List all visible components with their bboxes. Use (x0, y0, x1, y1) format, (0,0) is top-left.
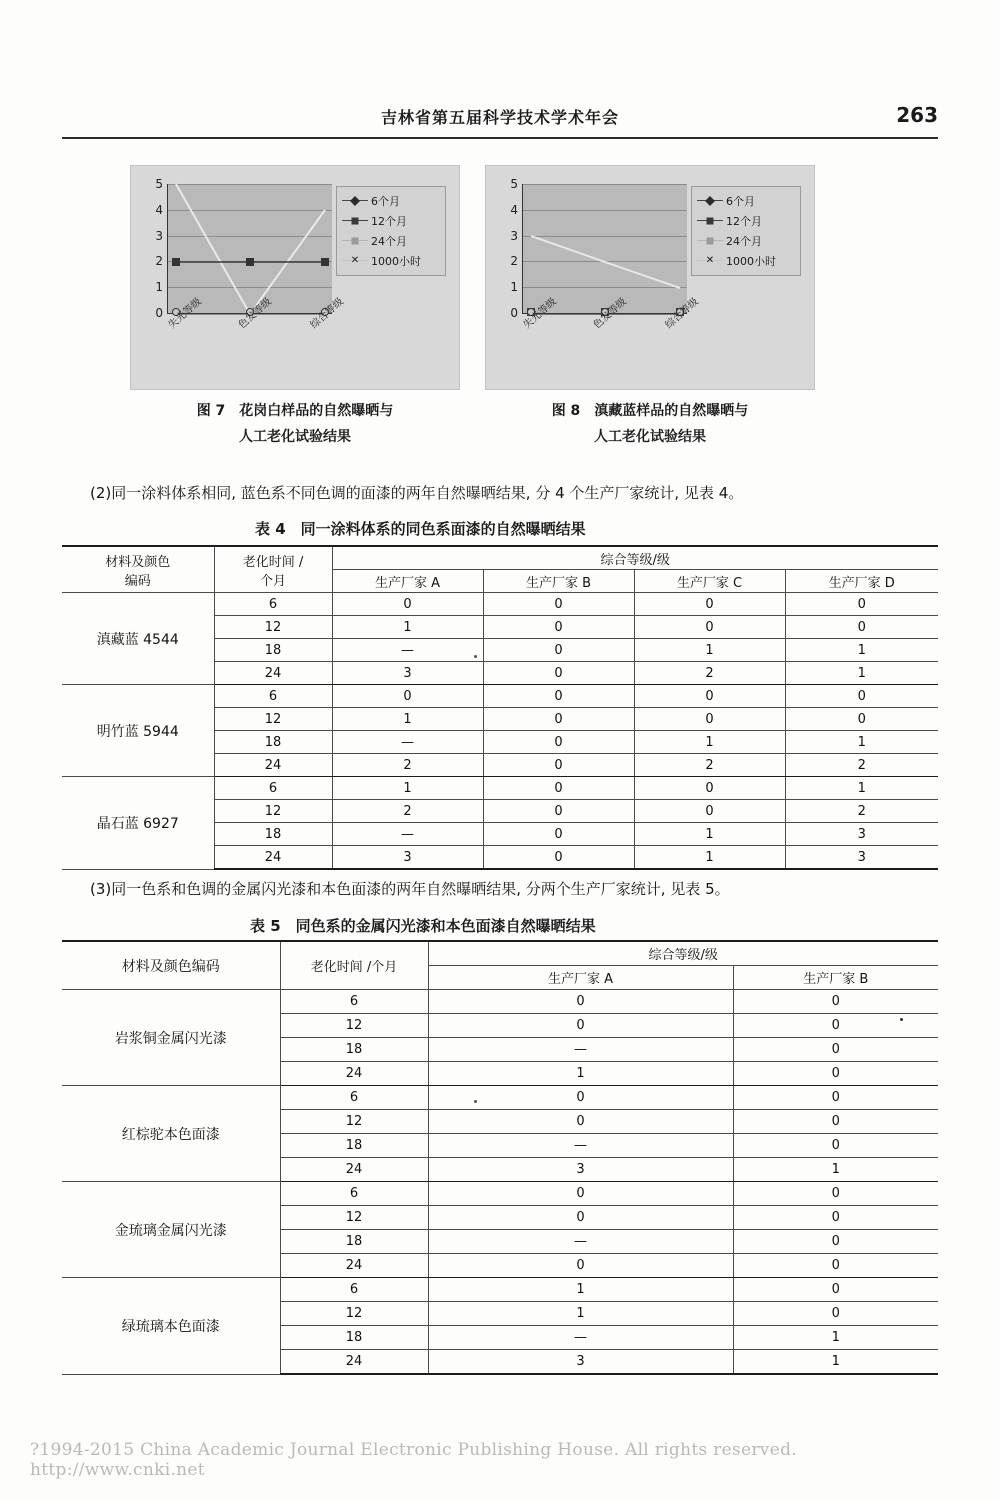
square-marker-icon (342, 215, 368, 227)
table-cell-value: 1 (332, 616, 483, 639)
table-cell-time: 24 (214, 662, 332, 685)
table-cell-time: 12 (214, 800, 332, 823)
table-cell-material: 红棕驼本色面漆 (62, 1086, 280, 1182)
table-cell-value: 1 (634, 846, 785, 870)
y-tick: 0 (155, 306, 163, 320)
table-cell-value: 3 (428, 1158, 733, 1182)
table-cell-value: — (332, 823, 483, 846)
table-cell-value: — (428, 1134, 733, 1158)
figure-8 (485, 165, 815, 450)
table-4-caption: 表 4 同一涂料体系的同色系面漆的自然曝晒结果 (255, 520, 586, 538)
table-header-cell: 生产厂家 B (483, 570, 634, 593)
legend-entry (342, 251, 440, 271)
legend-label: 1000小时 (371, 255, 421, 268)
figure-7-caption-line2: 人工老化试验结果 (239, 429, 351, 445)
table-cell-value: — (332, 639, 483, 662)
x-tick-label: 色发等级 (591, 296, 629, 332)
legend-label: 24个月 (726, 235, 762, 248)
paragraph-3: (3)同一色系和色调的金属闪光漆和本色面漆的两年自然曝晒结果, 分两个生产厂家统计, 见表 5。 (90, 880, 730, 898)
cross-marker-icon: ✕ (697, 255, 723, 267)
legend-entry (342, 211, 440, 231)
table-cell-value: 0 (733, 1302, 938, 1326)
table-cell-time: 6 (214, 777, 332, 800)
table-cell-value: 0 (483, 823, 634, 846)
figure-row (130, 165, 870, 455)
table-cell-value: 1 (332, 777, 483, 800)
table-cell-value: — (428, 1038, 733, 1062)
table-cell-value: 0 (483, 800, 634, 823)
table-cell-value: 1 (785, 639, 938, 662)
table-cell-value: 0 (428, 1206, 733, 1230)
table-cell-value: 0 (733, 990, 938, 1014)
table-row (62, 546, 938, 570)
table-cell-time: 12 (280, 1206, 428, 1230)
table-4-col1-line1: 材料及颜色 (105, 554, 171, 570)
table-row (62, 685, 938, 708)
page-header (62, 105, 938, 141)
table-header-cell: 生产厂家 B (733, 966, 938, 990)
table-row (62, 990, 938, 1014)
table-cell-material: 岩浆铜金属闪光漆 (62, 990, 280, 1086)
table-cell-value: 1 (733, 1350, 938, 1375)
table-row (62, 593, 938, 616)
y-tick: 5 (155, 177, 163, 191)
table-cell-time: 18 (214, 731, 332, 754)
table-cell-value: 0 (332, 685, 483, 708)
table-cell-value: 0 (483, 685, 634, 708)
table-cell-material: 滇藏蓝 4544 (62, 593, 214, 685)
table-cell-time: 24 (280, 1158, 428, 1182)
table-cell-value: 0 (733, 1134, 938, 1158)
table-cell-material: 明竹蓝 5944 (62, 685, 214, 777)
scan-speck (474, 1100, 477, 1103)
table-cell-value: 1 (785, 662, 938, 685)
table-cell-material: 晶石蓝 6927 (62, 777, 214, 870)
legend-label: 12个月 (726, 215, 762, 228)
table-cell-value: 0 (733, 1086, 938, 1110)
legend-label: 6个月 (371, 195, 400, 208)
x-tick-label: 综合等级 (308, 296, 346, 332)
x-tick-label: 综合等级 (663, 296, 701, 332)
table-cell-value: — (332, 731, 483, 754)
light-square-marker-icon (697, 235, 723, 247)
table-cell-value: 0 (733, 1254, 938, 1278)
figure-8-legend (691, 186, 801, 276)
table-cell-value: 0 (428, 1182, 733, 1206)
figure-8-chart (485, 165, 815, 390)
running-head-title: 吉林省第五届科学技术学术年会 (380, 108, 619, 127)
table-header-group: 综合等级/级 (332, 546, 938, 570)
table-cell-value: 1 (428, 1302, 733, 1326)
figure-7-caption-line1: 图 7 花岗白样品的自然曝晒与 (196, 403, 394, 419)
table-cell-value: 3 (332, 846, 483, 870)
table-cell-value: 1 (785, 731, 938, 754)
table-row (62, 941, 938, 966)
table-header-cell (214, 546, 332, 593)
figure-8-caption-line2: 人工老化试验结果 (594, 429, 706, 445)
table-cell-time: 12 (280, 1110, 428, 1134)
scan-speck (900, 1018, 903, 1021)
table-cell-value: 3 (785, 846, 938, 870)
figure-7-legend (336, 186, 446, 276)
table-cell-value: 0 (634, 708, 785, 731)
table-cell-value: 2 (785, 800, 938, 823)
table-cell-value: 0 (428, 1110, 733, 1134)
table-cell-value: 0 (733, 1062, 938, 1086)
cross-marker-icon: ✕ (342, 255, 368, 267)
table-cell-value: 1 (785, 777, 938, 800)
figure-7 (130, 165, 460, 450)
table-cell-value: 0 (483, 731, 634, 754)
y-tick: 4 (155, 202, 163, 217)
table-cell-time: 6 (280, 1086, 428, 1110)
legend-entry (342, 231, 440, 251)
figure-7-chart (130, 165, 460, 390)
y-tick: 3 (155, 228, 163, 243)
table-cell-time: 18 (280, 1134, 428, 1158)
legend-label: 1000小时 (726, 255, 776, 268)
table-cell-value: 0 (483, 754, 634, 777)
table-cell-value: 0 (733, 1110, 938, 1134)
table-4-col2-line2: 个月 (259, 573, 286, 589)
table-cell-time: 24 (214, 846, 332, 870)
table-cell-value: 0 (785, 685, 938, 708)
table-cell-time: 24 (280, 1254, 428, 1278)
x-tick-label: 失光等级 (521, 296, 559, 332)
x-tick-label: 失光等级 (166, 296, 204, 332)
table-row (62, 1278, 938, 1302)
table-cell-value: 3 (332, 662, 483, 685)
table-header-cell: 老化时间 /个月 (280, 941, 428, 990)
header-divider (62, 137, 938, 139)
table-cell-value: 0 (733, 1230, 938, 1254)
table-cell-value: 0 (428, 1086, 733, 1110)
diamond-marker-icon (342, 195, 368, 207)
table-cell-value: 0 (733, 1278, 938, 1302)
figure-7-caption (130, 398, 460, 450)
table-cell-value: 0 (733, 1038, 938, 1062)
table-cell-time: 6 (214, 593, 332, 616)
copyright-footer: ?1994-2015 China Academic Journal Electronic Publishing House. All rights reserved. http://www.cnki.net (30, 1440, 797, 1480)
table-row (62, 1182, 938, 1206)
table-cell-value: 0 (483, 846, 634, 870)
table-cell-value: 1 (634, 639, 785, 662)
y-tick: 0 (510, 306, 518, 320)
table-cell-time: 18 (214, 823, 332, 846)
table-cell-material: 绿琉璃本色面漆 (62, 1278, 280, 1375)
paragraph-2: (2)同一涂料体系相同, 蓝色系不同色调的面漆的两年自然曝晒结果, 分 4 个生产厂家统计, 见表 4。 (90, 484, 744, 502)
table-cell-value: — (428, 1326, 733, 1350)
table-cell-time: 18 (214, 639, 332, 662)
scan-speck (474, 655, 477, 658)
table-cell-time: 6 (280, 990, 428, 1014)
table-cell-value: — (428, 1230, 733, 1254)
table-cell-value: 0 (785, 616, 938, 639)
legend-label: 24个月 (371, 235, 407, 248)
y-tick: 1 (510, 280, 518, 295)
table-cell-value: 2 (332, 754, 483, 777)
table-header-cell: 生产厂家 A (332, 570, 483, 593)
table-cell-value: 1 (733, 1158, 938, 1182)
table-cell-value: 1 (428, 1062, 733, 1086)
table-cell-time: 12 (214, 616, 332, 639)
table-cell-time: 24 (214, 754, 332, 777)
page-number: 263 (896, 103, 938, 127)
table-cell-value: 0 (733, 1014, 938, 1038)
table-cell-time: 6 (280, 1182, 428, 1206)
table-cell-value: 0 (634, 685, 785, 708)
table-cell-time: 18 (280, 1038, 428, 1062)
legend-entry (697, 231, 795, 251)
x-tick-label: 色发等级 (236, 296, 274, 332)
diamond-marker-icon (697, 195, 723, 207)
figure-8-caption-line1: 图 8 滇藏蓝样品的自然曝晒与 (551, 403, 749, 419)
table-4-col1-line2: 编码 (124, 573, 151, 589)
figure-8-plot (510, 177, 701, 332)
table-cell-value: 0 (483, 777, 634, 800)
table-cell-time: 24 (280, 1062, 428, 1086)
legend-entry (342, 191, 440, 211)
table-cell-time: 6 (214, 685, 332, 708)
y-tick: 5 (510, 177, 518, 191)
table-cell-value: 2 (785, 754, 938, 777)
square-marker-icon (697, 215, 723, 227)
table-cell-time: 12 (280, 1014, 428, 1038)
table-cell-value: 1 (733, 1326, 938, 1350)
table-5 (62, 940, 938, 1375)
legend-entry (697, 211, 795, 231)
table-cell-value: 0 (785, 593, 938, 616)
table-cell-value: 0 (733, 1206, 938, 1230)
table-cell-value: 0 (785, 708, 938, 731)
table-cell-value: 0 (428, 1014, 733, 1038)
table-row (62, 1086, 938, 1110)
table-cell-value: 2 (634, 662, 785, 685)
table-header-cell: 生产厂家 C (634, 570, 785, 593)
y-tick: 2 (155, 254, 163, 269)
table-row (62, 777, 938, 800)
table-cell-value: 1 (332, 708, 483, 731)
table-cell-value: 0 (332, 593, 483, 616)
table-cell-value: 0 (634, 800, 785, 823)
table-5-caption: 表 5 同色系的金属闪光漆和本色面漆自然曝晒结果 (250, 917, 596, 935)
table-header-cell: 材料及颜色编码 (62, 941, 280, 990)
table-cell-time: 12 (214, 708, 332, 731)
table-cell-value: 1 (634, 823, 785, 846)
table-cell-time: 18 (280, 1230, 428, 1254)
y-tick: 1 (155, 280, 163, 295)
table-cell-value: 3 (428, 1350, 733, 1375)
table-cell-value: 2 (634, 754, 785, 777)
table-cell-value: 0 (634, 777, 785, 800)
table-cell-value: 1 (428, 1278, 733, 1302)
table-cell-value: 1 (634, 731, 785, 754)
table-cell-value: 0 (634, 616, 785, 639)
table-cell-value: 0 (483, 708, 634, 731)
table-4 (62, 545, 938, 870)
legend-entry (697, 191, 795, 211)
legend-label: 12个月 (371, 215, 407, 228)
table-cell-value: 0 (428, 1254, 733, 1278)
table-header-group: 综合等级/级 (428, 941, 938, 966)
table-cell-value: 3 (785, 823, 938, 846)
table-cell-value: 0 (634, 593, 785, 616)
table-header-cell: 生产厂家 D (785, 570, 938, 593)
table-cell-value: 0 (483, 639, 634, 662)
table-4-col2-line1: 老化时间 / (242, 554, 304, 570)
table-header-cell: 生产厂家 A (428, 966, 733, 990)
table-cell-value: 2 (332, 800, 483, 823)
table-cell-value: 0 (428, 990, 733, 1014)
table-cell-time: 24 (280, 1350, 428, 1375)
legend-label: 6个月 (726, 195, 755, 208)
table-cell-value: 0 (483, 616, 634, 639)
y-tick: 4 (510, 202, 518, 217)
table-cell-time: 12 (280, 1302, 428, 1326)
table-header-cell (62, 546, 214, 593)
table-cell-value: 0 (483, 662, 634, 685)
y-tick: 2 (510, 254, 518, 269)
table-cell-value: 0 (733, 1182, 938, 1206)
figure-8-caption (485, 398, 815, 450)
legend-entry (697, 251, 795, 271)
table-cell-value: 0 (483, 593, 634, 616)
figure-7-plot (155, 177, 346, 332)
table-cell-material: 金琉璃金属闪光漆 (62, 1182, 280, 1278)
table-cell-time: 18 (280, 1326, 428, 1350)
table-cell-time: 6 (280, 1278, 428, 1302)
light-square-marker-icon (342, 235, 368, 247)
y-tick: 3 (510, 228, 518, 243)
